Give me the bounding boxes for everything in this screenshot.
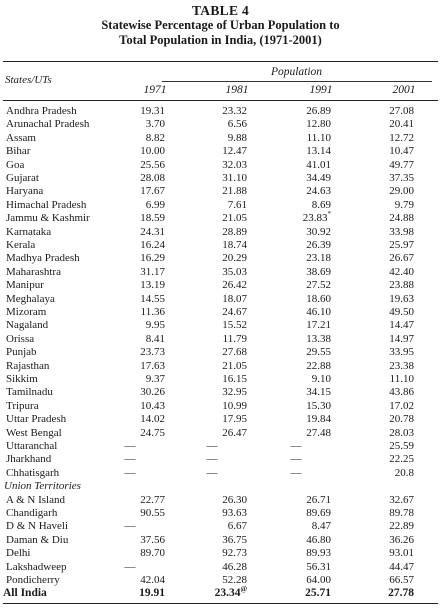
cell-1981: — [206,466,218,479]
cell-2001: 12.72 [389,131,414,144]
column-header-population: Population [270,66,323,78]
year-header-2001: 2001 [392,84,416,96]
cell-1991: 25.71 [305,587,331,600]
cell-1981: 7.61 [227,198,247,211]
cell-1981: 93.63 [222,507,247,519]
cell-1981: 9.88 [227,131,247,144]
row-label: Arunachal Pradesh [6,118,90,131]
cell-1971: — [124,520,136,533]
table-row [0,239,441,252]
row-label: Chhatisgarh [6,466,60,479]
cell-2001: 25.97 [389,239,414,251]
cell-1971: 19.91 [139,587,165,600]
cell-1991: 8.69 [311,198,331,211]
row-label: Haryana [6,185,44,198]
cell-1991: 46.10 [306,306,331,318]
cell-2001: 26.67 [389,252,414,265]
table-row [0,333,441,346]
table-row [0,400,441,413]
table-row [0,373,441,386]
column-header-states: States/UTs [5,74,52,86]
cell-2001: 10.47 [389,145,414,158]
cell-2001: 14.97 [389,332,414,345]
cell-2001: 66.57 [389,574,414,586]
table-row [0,185,441,198]
row-label: Jammu & Kashmir [6,212,90,225]
cell-1991: — [290,466,302,479]
cell-1991: 41.01 [306,158,331,171]
cell-1991: 23.83* [302,210,331,225]
row-label: Tripura [6,399,39,412]
cell-1981: 6.67 [227,520,247,533]
cell-1971: 42.04 [140,574,165,586]
cell-2001: 49.77 [389,158,414,171]
cell-1991: 11.10 [306,131,331,144]
cell-1971: 30.26 [140,386,165,399]
cell-1991: 34.49 [306,172,331,184]
cell-1981: 15.52 [222,319,247,332]
cell-2001: 24.88 [389,212,414,225]
row-label: Sikkim [6,373,38,385]
cell-1991: 26.71 [306,493,331,506]
footnote-mark: @ [240,585,247,594]
table-row [0,306,441,319]
cell-2001: 33.98 [389,225,414,238]
table-row [0,159,441,172]
cell-1981: 21.05 [222,359,247,372]
row-label: Manipur [6,279,44,292]
top-rule [3,61,438,62]
bottom-rule [3,603,438,604]
cell-1971: 10.43 [140,399,165,412]
cell-1981: 16.15 [222,373,247,385]
cell-1991: 12.80 [306,118,331,131]
cell-2001: 44.47 [389,560,414,573]
cell-1981: 35.03 [222,265,247,278]
row-label: Punjab [6,346,37,359]
cell-1971: — [124,560,136,573]
cell-2001: 32.67 [389,493,414,506]
cell-2001: 27.08 [389,105,414,117]
cell-1971: 10.00 [140,145,165,158]
table-row [0,467,441,480]
table-row [0,360,441,373]
cell-2001: 43.86 [389,386,414,399]
cell-2001: 20.41 [389,118,414,131]
cell-2001: 37.35 [389,172,414,184]
cell-2001: 27.78 [388,587,414,600]
cell-2001: 93.01 [389,547,414,560]
cell-1971: 25.56 [140,158,165,171]
cell-1981: — [206,440,218,452]
cell-1991: 26.39 [306,239,331,251]
cell-2001: 9.79 [394,198,414,211]
cell-2001: 29.00 [389,185,414,198]
cell-1971: 16.29 [140,252,165,265]
cell-1981: 52.28 [222,574,247,586]
row-label: Tamilnadu [6,386,53,399]
cell-1991: 13.38 [306,332,331,345]
row-label: Meghalaya [6,292,55,305]
table-row [0,574,441,587]
table-row [0,427,441,440]
cell-1991: 22.88 [306,359,331,372]
cell-1991: 46.80 [306,533,331,546]
cell-1991: 27.48 [306,426,331,439]
cell-1971: 89.70 [140,547,165,560]
table-row [0,199,441,212]
table-row [0,212,441,225]
cell-2001: 89.78 [389,507,414,519]
row-label: Gujarat [6,172,39,184]
table-row [0,453,441,466]
cell-1971: 24.75 [140,426,165,439]
table-row [0,386,441,399]
cell-1981: 27.68 [222,346,247,359]
cell-1971: — [124,453,136,466]
cell-1971: 8.41 [145,332,165,345]
cell-1971: 6.99 [145,198,165,211]
row-label: A & N Island [6,493,65,506]
table-row [0,145,441,158]
table-row [0,534,441,547]
table-subheader-row [0,480,441,493]
table-row [0,279,441,292]
row-label: Goa [6,158,25,171]
cell-1981: 20.29 [222,252,247,265]
row-label: Himachal Pradesh [6,198,87,211]
cell-1991: 19.84 [306,413,331,426]
table-row [0,252,441,265]
cell-1991: 15.30 [306,399,331,412]
population-header-rule [162,81,432,82]
cell-1981: 46.28 [222,560,247,573]
row-label: Uttar Pradesh [6,413,67,426]
cell-1971: 17.63 [140,359,165,372]
cell-1971: 3.70 [145,118,165,131]
cell-1971: 16.24 [140,239,165,251]
cell-1981: 17.95 [222,413,247,426]
cell-1971: — [124,440,136,452]
row-label: Andhra Pradesh [6,105,77,117]
cell-2001: 22.25 [389,453,414,466]
cell-2001: 25.59 [389,440,414,452]
cell-1971: 31.17 [140,265,165,278]
cell-1981: 26.42 [222,279,247,292]
cell-1971: 18.59 [140,212,165,225]
cell-1991: — [290,440,302,452]
row-label: West Bengal [6,426,62,439]
cell-1981: 28.89 [222,225,247,238]
cell-1971: 24.31 [140,225,165,238]
table-row [0,172,441,185]
cell-2001: 19.63 [389,292,414,305]
row-label: Delhi [6,547,31,560]
cell-2001: 33.95 [389,346,414,359]
footnote-mark: * [327,210,331,219]
cell-2001: 23.88 [389,279,414,292]
row-label: Chandigarh [6,507,58,519]
row-label: All India [3,587,47,600]
cell-1991: 30.92 [306,225,331,238]
cell-1981: 21.05 [222,212,247,225]
cell-1981: 26.30 [222,493,247,506]
cell-1971: 9.95 [145,319,165,332]
cell-2001: 14.47 [389,319,414,332]
cell-1991: 38.69 [306,265,331,278]
cell-2001: 28.03 [389,426,414,439]
cell-1991: 89.93 [306,547,331,560]
cell-1981: 32.03 [222,158,247,171]
cell-1981: 31.10 [222,172,247,184]
cell-1981: 23.32 [222,105,247,117]
cell-1971: 22.77 [140,493,165,506]
table-row [0,319,441,332]
table-title [0,0,441,48]
cell-1981: 11.79 [222,332,247,345]
cell-1971: 13.19 [140,279,165,292]
row-label: Orissa [6,332,35,345]
row-label: D & N Haveli [6,520,69,533]
table-row [0,561,441,574]
row-label: Lakshadweep [6,560,67,573]
table-caption-line-1: Statewise Percentage of Urban Population to [101,18,340,32]
cell-1991: 18.60 [306,292,331,305]
table-row [0,293,441,306]
row-label: Pondicherry [6,574,60,586]
year-header-1971: 1971 [143,84,167,96]
row-label: Nagaland [6,319,49,332]
table-row [0,520,441,533]
cell-1991: 23.18 [306,252,331,265]
table-row [0,105,441,118]
table-row [0,266,441,279]
row-label: Maharashtra [6,265,61,278]
cell-1991: 17.21 [306,319,331,332]
cell-1971: 8.82 [145,131,165,144]
cell-1981: 6.56 [227,118,247,131]
year-header-1981: 1981 [225,84,249,96]
cell-1981: 18.07 [222,292,247,305]
cell-1971: 37.56 [140,533,165,546]
cell-1981: 36.75 [222,533,247,546]
cell-1971: — [124,466,136,479]
year-header-1991: 1991 [309,84,333,96]
cell-1991: 34.15 [306,386,331,399]
table-row [0,494,441,507]
cell-1991: — [290,453,302,466]
table-total-row [0,587,441,600]
cell-1991: 13.14 [306,145,331,158]
table-number: TABLE 4 [192,3,249,18]
cell-1991: 89.69 [306,507,331,519]
cell-1981: 24.67 [222,306,247,318]
cell-1981: 26.47 [222,426,247,439]
table-row [0,132,441,145]
cell-2001: 23.38 [389,359,414,372]
cell-1971: 9.37 [145,373,165,385]
cell-2001: 42.40 [389,265,414,278]
row-label: Daman & Diu [6,533,69,546]
table-row [0,118,441,131]
cell-1981: 12.47 [222,145,247,158]
cell-2001: 11.10 [389,373,414,385]
row-label: Madhya Pradesh [6,252,80,265]
cell-2001: 17.02 [389,399,414,412]
row-label: Union Territories [4,480,81,493]
cell-1971: 14.02 [140,413,165,426]
row-label: Bihar [6,145,31,158]
cell-1991: 26.89 [306,105,331,117]
cell-1991: 29.55 [306,346,331,359]
cell-1981: 21.88 [222,185,247,198]
cell-2001: 22.89 [389,520,414,533]
cell-1981: 32.95 [222,386,247,399]
cell-1971: 19.31 [140,105,165,117]
cell-1971: 90.55 [140,507,165,519]
cell-1981: 18.74 [222,239,247,251]
cell-1971: 28.08 [140,172,165,184]
cell-1991: 64.00 [306,574,331,586]
header-bottom-rule [3,100,438,101]
row-label: Uttaranchal [6,440,58,452]
row-label: Kerala [6,239,36,251]
row-label: Karnataka [6,225,52,238]
table-row [0,507,441,520]
table-row [0,413,441,426]
table-row [0,226,441,239]
cell-1981: 23.34@ [214,585,247,600]
row-label: Mizoram [6,306,47,318]
cell-1971: 23.73 [140,346,165,359]
cell-1991: 27.52 [306,279,331,292]
cell-1991: 24.63 [306,185,331,198]
cell-1991: 56.31 [306,560,331,573]
cell-1981: — [206,453,218,466]
table-row [0,346,441,359]
cell-1991: 8.47 [311,520,331,533]
table-row [0,547,441,560]
cell-1971: 17.67 [140,185,165,198]
cell-1991: 9.10 [311,373,331,385]
cell-1971: 11.36 [140,306,165,318]
table-caption-line-2: Total Population in India, (1971-2001) [119,33,322,47]
table-row [0,440,441,453]
cell-1981: 92.73 [222,547,247,560]
cell-2001: 20.78 [389,413,414,426]
cell-1971: 14.55 [140,292,165,305]
row-label: Assam [6,131,36,144]
row-label: Rajasthan [6,359,50,372]
cell-2001: 49.50 [389,306,414,318]
cell-2001: 36.26 [389,533,414,546]
cell-2001: 20.8 [394,466,414,479]
row-label: Jharkhand [6,453,52,466]
cell-1981: 10.99 [222,399,247,412]
